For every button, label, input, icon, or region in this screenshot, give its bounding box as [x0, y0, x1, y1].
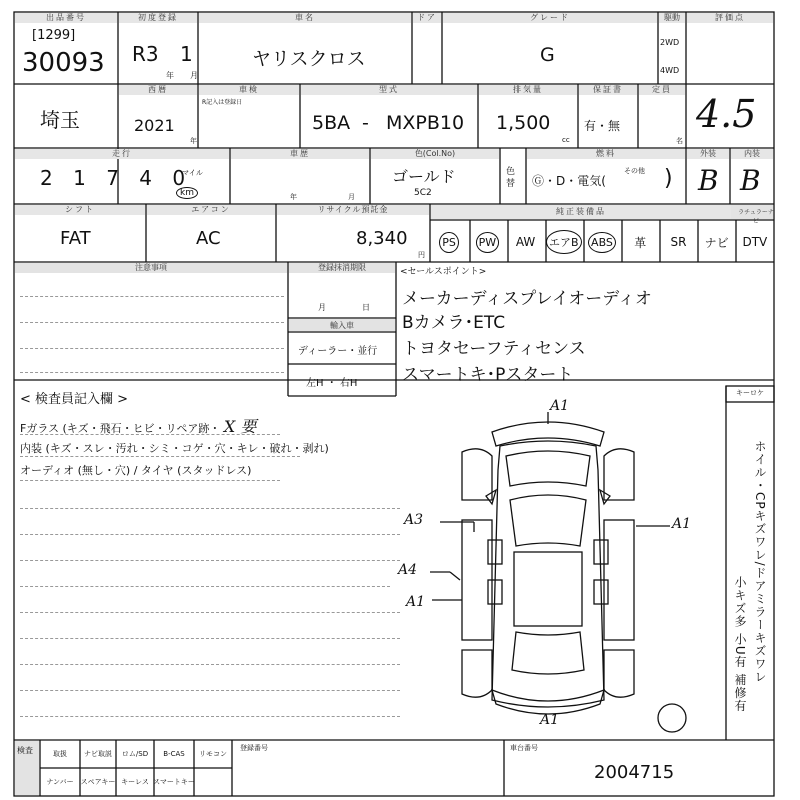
notes-header: 注意事項	[135, 263, 167, 272]
inspector-line	[20, 560, 400, 561]
glass-mark: X 要	[223, 417, 257, 436]
damage-rear: A1	[540, 712, 560, 728]
footer-item: ナビ取説	[84, 750, 112, 758]
inspector-line	[20, 690, 400, 691]
equipment-label: SR	[670, 235, 687, 249]
lot-number: 30093	[22, 48, 105, 78]
first-reg-month: 1	[180, 42, 193, 66]
damage-left-a3: A3	[404, 512, 424, 528]
mile-label: マイル	[182, 169, 203, 177]
lot-number-header: 出品番号	[15, 13, 117, 23]
equipment-label: DTV	[742, 235, 768, 249]
footer-row	[40, 768, 232, 796]
first-reg-era: R3	[132, 42, 159, 66]
equipment-row	[430, 222, 774, 262]
drive-2wd: 2WD	[660, 38, 680, 47]
equipment-list	[430, 222, 774, 262]
era-unit: 年	[166, 71, 174, 80]
footer-row	[40, 740, 232, 768]
model-dash: -	[362, 112, 369, 134]
equipment-item	[736, 222, 774, 262]
rating-score: 4.5	[696, 92, 757, 136]
sales-points-header: <セールスポイント>	[400, 267, 487, 277]
vin-value: 2004715	[594, 762, 675, 783]
drive-header: 駆動	[659, 13, 685, 23]
inspection-header: 車検	[199, 85, 299, 95]
capacity-unit: 名	[676, 137, 683, 145]
warranty-value: 有・無	[584, 119, 621, 133]
notes-line	[20, 372, 284, 373]
side-note-repair: 小キズ多 小U有 補修有	[733, 576, 747, 713]
aircon-value: AC	[196, 228, 221, 249]
equipment-label: 革	[634, 235, 647, 250]
footer-item: スペアキー	[80, 778, 116, 786]
inspector-line	[20, 534, 400, 535]
footer-item: B-CAS	[163, 750, 185, 758]
color-name: ゴールド	[392, 167, 456, 186]
grade: G	[540, 44, 555, 66]
year-header: 西暦	[119, 85, 197, 95]
inspector-line	[20, 638, 400, 639]
car-history-header: 車歴	[231, 149, 369, 159]
equipment-item	[506, 222, 544, 262]
damage-front: A1	[550, 398, 570, 414]
recycle-unit: 円	[418, 251, 425, 259]
interior-header: 内装	[731, 149, 773, 159]
shift-header: シフト	[15, 205, 145, 215]
year-unit: 年	[190, 137, 197, 145]
color-change: 色替	[506, 167, 516, 189]
sales-point: スマートキ･Pスタート	[402, 365, 574, 385]
damage-left-a1: A1	[406, 594, 426, 610]
extra-col-header: ラチュラーナビ	[738, 209, 774, 225]
inspector-line-audio: オーディオ (無し・穴) / タイヤ (スタッドレス)	[20, 464, 252, 477]
inspector-line	[20, 434, 280, 435]
odometer	[40, 166, 185, 190]
equipment-item	[583, 222, 621, 262]
region: 埼玉	[40, 108, 80, 132]
equipment-label: AW	[515, 235, 536, 249]
first-registration-header: 初度登録	[119, 13, 197, 23]
model-year: 2021	[134, 116, 175, 135]
km-label	[176, 180, 198, 199]
glass-text: Fガラス (キズ・飛石・ヒビ・リペア跡・	[20, 422, 221, 435]
import-header: 輸入車	[330, 321, 354, 330]
equipment-item	[621, 222, 659, 262]
model-header: 型式	[301, 85, 477, 95]
vin-label: 車台番号	[510, 744, 538, 752]
fuel-value: Ⓖ・D・電気(	[532, 174, 606, 188]
equipment-label: ナビ	[704, 235, 729, 250]
equipment-item	[698, 222, 736, 262]
aircon-header: エアコン	[147, 205, 275, 215]
deadline-month: 月	[318, 303, 326, 312]
inspector-line	[20, 586, 390, 587]
notes-line	[20, 296, 284, 297]
mileage-header: 走行	[15, 149, 229, 159]
inspector-line	[20, 508, 400, 509]
grade-header: グレード	[443, 13, 657, 23]
transmission: FAT	[60, 228, 91, 249]
footer-tasks-label: 検査	[17, 746, 33, 755]
odometer-digit: 4	[139, 166, 153, 190]
exterior-header: 外装	[687, 149, 729, 159]
fuel-close: )	[664, 166, 673, 191]
interior-grade: B	[740, 164, 761, 197]
inspector-line	[20, 612, 400, 613]
footer-item: ロム/SD	[121, 750, 149, 758]
sales-point: Bカメラ･ETC	[402, 313, 506, 333]
equipment-circled-label: エアB	[546, 230, 582, 254]
footer-item: リモコン	[199, 750, 227, 758]
sales-point: トヨタセーフティセンス	[402, 339, 586, 359]
door-header: ドア	[413, 13, 441, 23]
inspection-year-unit: 年	[290, 193, 297, 201]
footer-item: ナンバー	[46, 778, 74, 786]
key-location-label: キーロケ	[736, 389, 764, 397]
inspector-line	[20, 716, 400, 717]
equipment-circled-label: PS	[439, 232, 459, 253]
deadline-header: 登録抹消期限	[318, 263, 366, 272]
import-type: ディーラー・並行	[298, 346, 378, 357]
equipment-item	[545, 222, 583, 262]
exterior-grade: B	[698, 164, 719, 197]
fuel-other-label: その他	[624, 167, 645, 175]
model-code: MXPB10	[386, 112, 465, 134]
sales-point: メーカーディスプレイオーディオ	[402, 289, 652, 309]
damage-right-front: A1	[672, 516, 692, 532]
model-prefix: 5BA	[312, 112, 351, 134]
notes-line	[20, 322, 284, 323]
footer-item: 取扱	[53, 750, 67, 758]
fuel-header: 燃料	[527, 149, 685, 159]
odometer-digit: 2	[40, 166, 53, 190]
notes-line	[20, 348, 284, 349]
handle-side: 左H ・ 右H	[306, 378, 358, 389]
inspector-line	[20, 664, 400, 665]
inspector-line	[20, 456, 300, 457]
inspector-line-interior: 内装 (キズ・スレ・汚れ・シミ・コゲ・穴・キレ・破れ・剥れ)	[20, 442, 329, 455]
warranty-header: 保証書	[579, 85, 637, 95]
odometer-digit: 1	[73, 166, 86, 190]
odometer-digit: 0	[172, 166, 186, 190]
color-code: 5C2	[414, 188, 432, 198]
recycle-header: リサイクル預託金	[277, 205, 429, 215]
equipment-circled-label: PW	[476, 232, 500, 253]
damage-left-a4: A4	[398, 562, 418, 578]
registration-number-label: 登録番号	[240, 744, 268, 752]
inspection-month-unit: 月	[348, 193, 355, 201]
rating-header: 評価点	[687, 13, 773, 23]
equipment-item	[430, 222, 468, 262]
recycle-fee: 8,340	[356, 228, 408, 249]
inspection-note: R記入は登録日	[202, 99, 243, 106]
footer-item: スマートキー	[153, 778, 195, 786]
footer-item: キーレス	[121, 778, 149, 786]
footer-item	[194, 768, 232, 796]
lot-prefix: [1299]	[32, 28, 76, 43]
drive-4wd: 4WD	[660, 66, 680, 75]
displacement: 1,500	[496, 112, 551, 134]
inspector-line	[20, 480, 280, 481]
color-header: 色(Col.No)	[371, 149, 499, 159]
displacement-unit: cc	[562, 136, 570, 144]
inspector-header: < 検査員記入欄 >	[20, 392, 129, 407]
km-circle: km	[176, 187, 198, 199]
deadline-day: 日	[362, 303, 370, 312]
month-unit: 月	[190, 71, 198, 80]
displacement-header: 排気量	[479, 85, 577, 95]
footer-items	[40, 740, 232, 796]
equipment-item	[659, 222, 697, 262]
odometer-digit: 7	[106, 166, 119, 190]
equipment-circled-label: ABS	[588, 232, 616, 253]
equipment-header: 純正装備品	[431, 205, 731, 219]
side-note-damage: ホイル・CPキズワレ/ドアミラーキズワレ	[753, 440, 767, 684]
car-name-header: 車名	[199, 13, 411, 23]
capacity-header: 定員	[639, 85, 685, 95]
equipment-item	[468, 222, 506, 262]
car-name: ヤリスクロス	[252, 48, 366, 70]
